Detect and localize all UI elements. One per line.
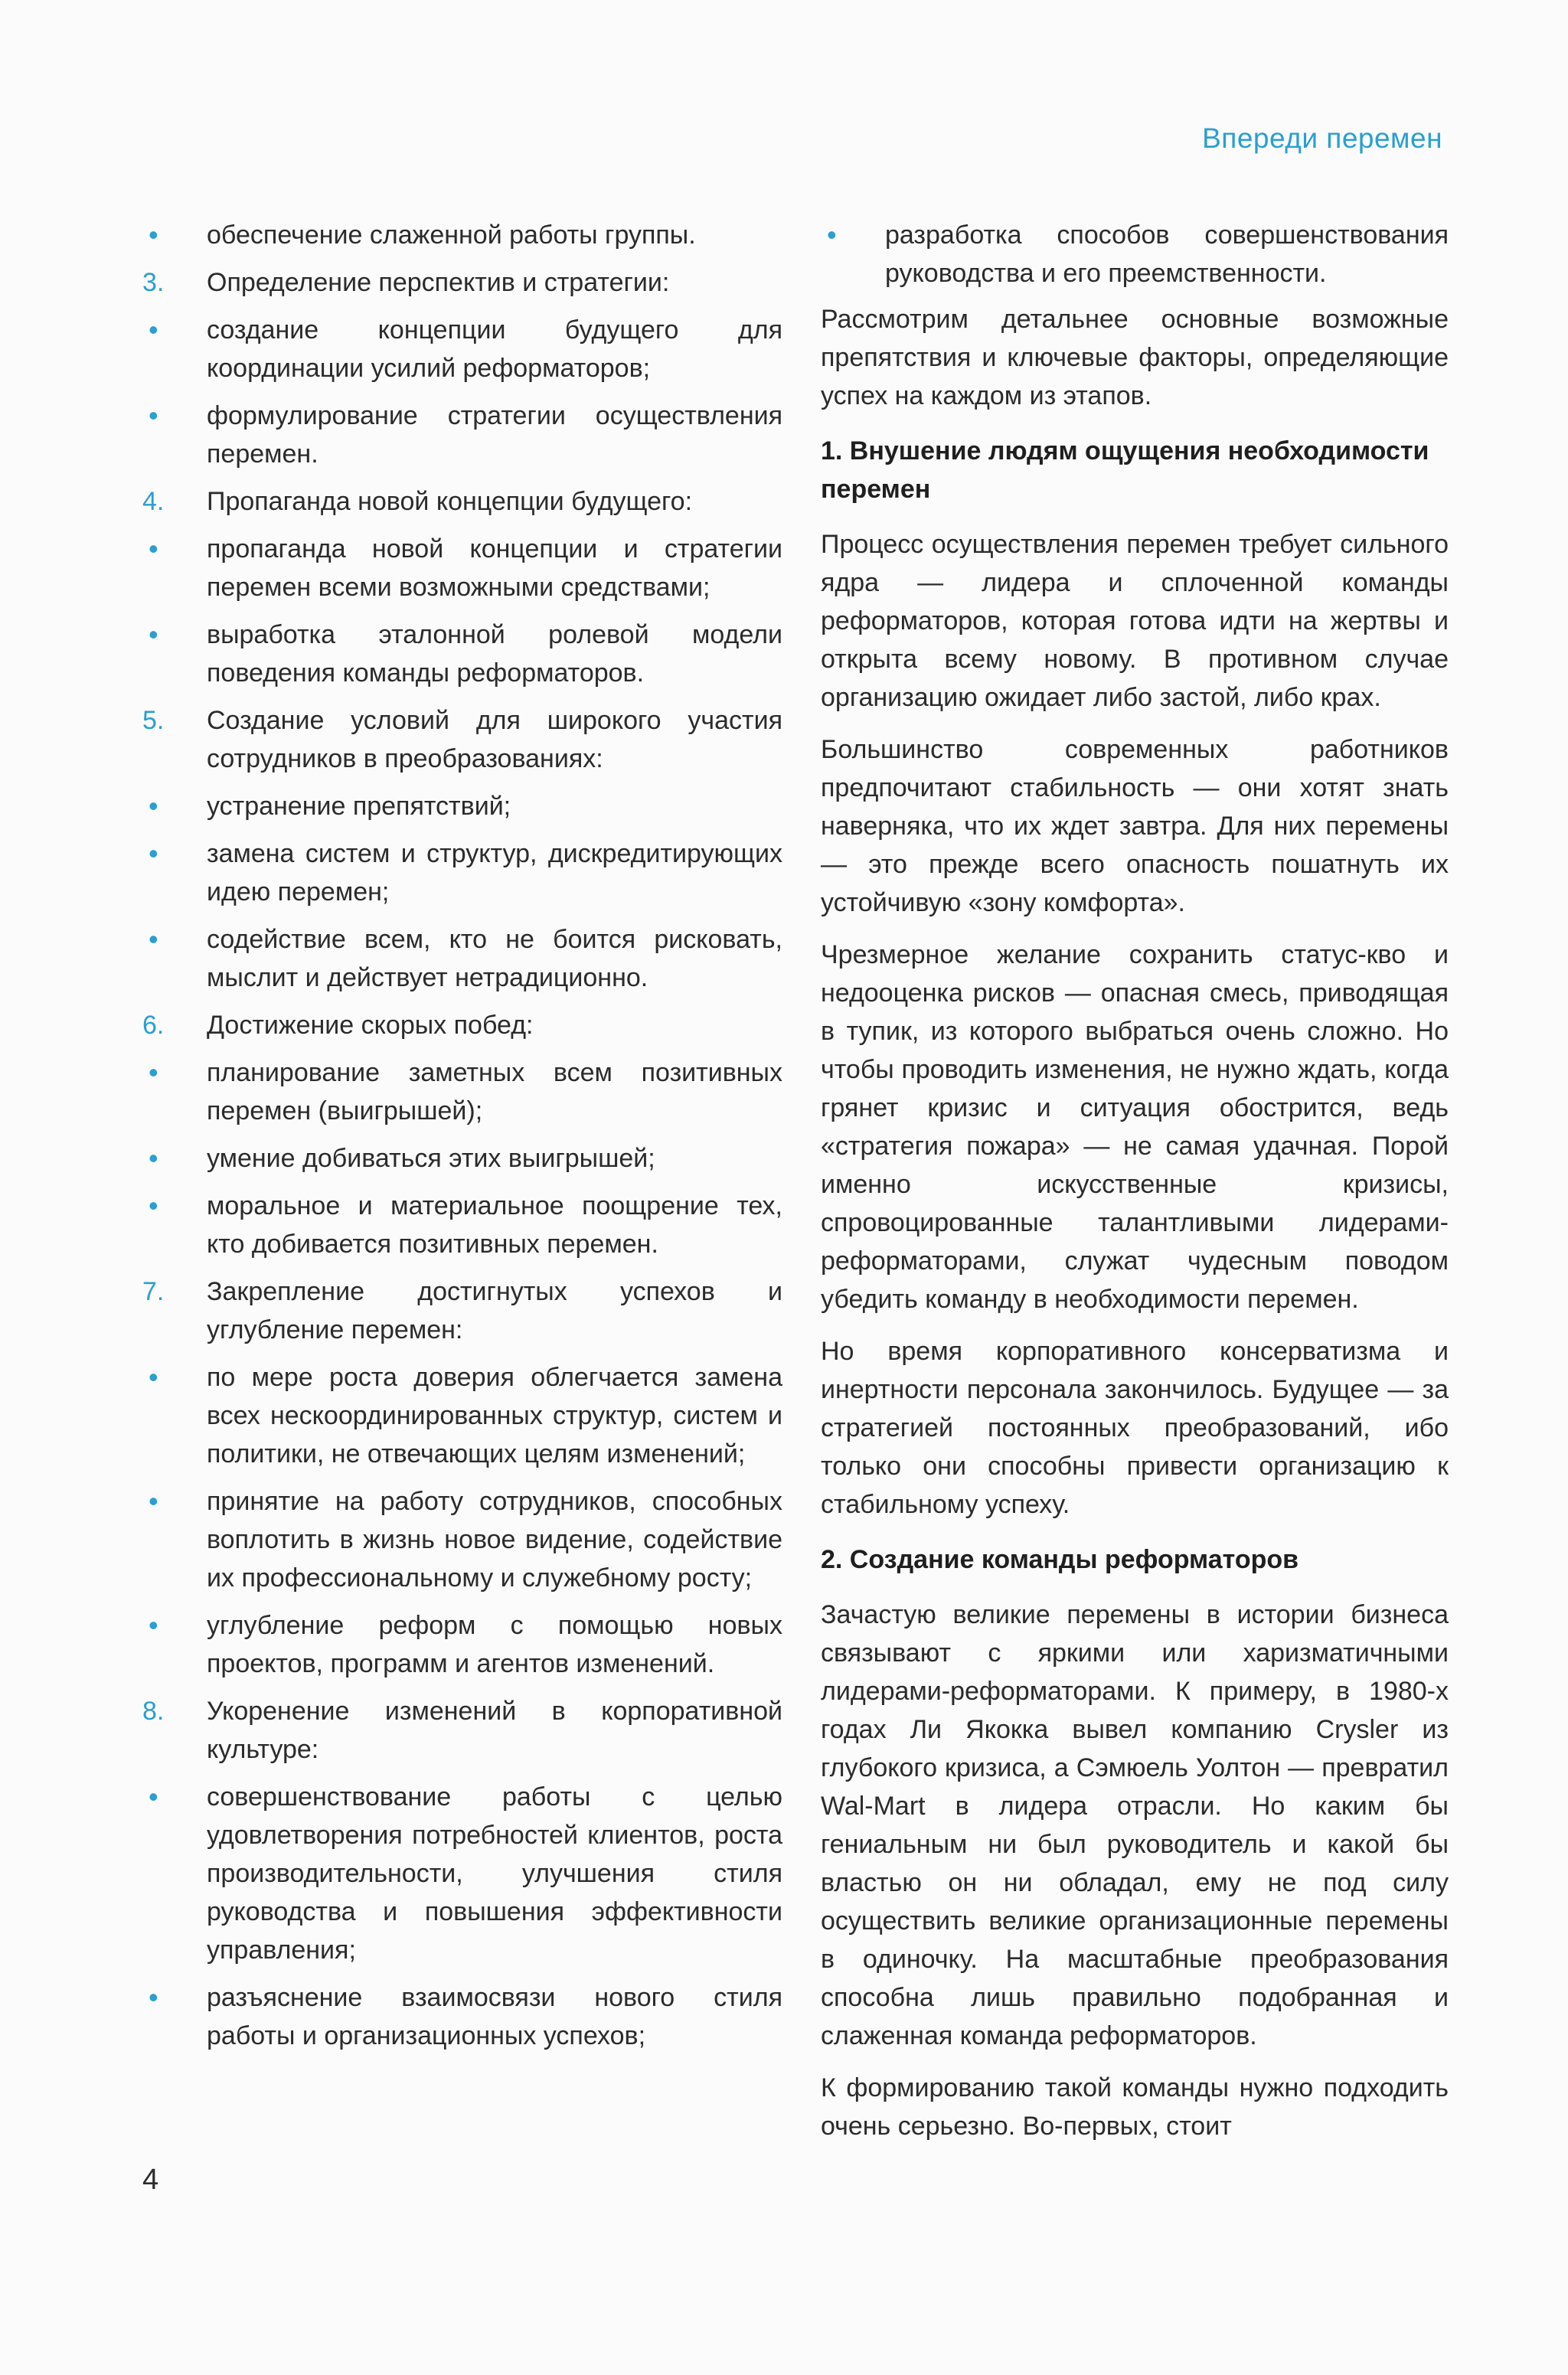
list-item-bullet: [142, 397, 782, 473]
list-item-bullet: [142, 1358, 782, 1473]
list-item-text: разработка способов совершенствования руководства и его преемственности.: [885, 221, 1449, 288]
list-item-bullet: [142, 1778, 782, 1969]
list-item-text: по мере роста доверия облегчается замена всех нескоординированных структур, систем и политики, не отвечающих целям изменений;: [207, 1363, 782, 1468]
list-item-text: разъяснение взаимосвязи нового стиля работы и организационных успехов;: [207, 1983, 782, 2050]
list-item-text: замена систем и структур, дискредитирующих идею перемен;: [207, 839, 782, 907]
list-item-bullet: [142, 1054, 782, 1130]
bullet-marker: •: [149, 1781, 158, 1812]
section-heading-2: 2. Создание команды реформаторов: [821, 1545, 1299, 1574]
list-item-text: Закрепление достигнутых успехов и углубление перемен:: [207, 1277, 782, 1344]
list-item-bullet: [142, 787, 782, 825]
bullet-marker: •: [149, 1609, 158, 1641]
list-item-text: создание концепции будущего для координации усилий реформаторов;: [207, 315, 782, 383]
intro-paragraph: Рассмотрим детальнее основные возможные препятствия и ключевые факторы, определяющие успех на каждом из этапов.: [821, 305, 1449, 410]
number-marker: 3.: [142, 268, 165, 297]
numbered-item: [142, 263, 782, 302]
number-marker: 6.: [142, 1011, 165, 1040]
list-item-bullet: [142, 216, 782, 254]
bullet-marker: •: [149, 1142, 158, 1174]
list-item-bullet: [142, 835, 782, 911]
list-item-bullet: [142, 920, 782, 997]
bullet-marker: •: [149, 400, 158, 431]
list-item-text: Определение перспектив и стратегии:: [207, 268, 670, 297]
list-item-text: Пропаганда новой концепции будущего:: [207, 487, 693, 516]
list-item-text: планирование заметных всем позитивных перемен (выигрышей);: [207, 1058, 782, 1125]
running-head: Впереди перемен: [1202, 123, 1442, 154]
list-item-bullet: [142, 1606, 782, 1683]
list-item-text: умение добиваться этих выигрышей;: [207, 1144, 655, 1173]
list-item-text: Достижение скорых побед:: [207, 1011, 534, 1040]
bullet-marker: •: [149, 219, 158, 250]
list-item-text: устранение препятствий;: [207, 792, 511, 821]
numbered-item: [142, 1006, 782, 1044]
right-column: [821, 216, 1449, 2159]
bullet-marker: •: [149, 1190, 158, 1221]
bullet-marker: •: [149, 533, 158, 564]
list-item-text: обеспечение слаженной работы группы.: [207, 221, 696, 250]
numbered-item: [142, 701, 782, 778]
list-item-bullet: [821, 216, 1449, 292]
list-item-text: формулирование стратегии осуществления перемен.: [207, 401, 782, 469]
list-item-bullet: [142, 530, 782, 606]
list-item-text: углубление реформ с помощью новых проектов, программ и агентов изменений.: [207, 1611, 782, 1678]
list-item-text: Укоренение изменений в корпоративной культуре:: [207, 1697, 782, 1764]
list-item-bullet: [142, 1139, 782, 1178]
bullet-marker: •: [149, 923, 158, 955]
number-marker: 5.: [142, 706, 165, 735]
list-item-text: содействие всем, кто не боится рисковать, мыслит и действует нетрадиционно.: [207, 925, 782, 992]
list-item-bullet: [142, 1482, 782, 1597]
bullet-marker: •: [149, 790, 158, 822]
list-item-text: принятие на работу сотрудников, способных воплотить в жизнь новое видение, содействие их профессиональному и служебному росту;: [207, 1487, 782, 1593]
paragraph: К формированию такой команды нужно подходить очень серьезно. Во-первых, стоит: [821, 2073, 1449, 2141]
list-item-text: совершенствование работы с целью удовлетворения потребностей клиентов, роста производительности, улучшения стиля руководства и повышения эффективности управления;: [207, 1782, 782, 1965]
paragraph: Процесс осуществления перемен требует сильного ядра — лидера и сплоченной команды реформаторов, которая готова идти на жертвы и открыта всему новому. В противном случае организацию ожидает либо застой, либо крах.: [821, 530, 1449, 712]
list-item-bullet: [142, 311, 782, 387]
numbered-item: [142, 482, 782, 521]
bullet-marker: •: [149, 1057, 158, 1088]
paragraph: Зачастую великие перемены в истории бизнеса связывают с яркими или харизматичными лидерами-реформаторами. К примеру, в 1980-х годах Ли Якокка вывел компанию Crysler из глубокого кризиса, а Сэмюель Уолтон — превратил Wal-Mart в лидера отрасли. Но каким бы гениальным ни был руководитель и какой бы властью он ни обладал, ему не под силу осуществить великие организационные перемены в одиночку. На масштабные преобразования способна лишь правильно подобранная и слаженная команда реформаторов.: [821, 1600, 1449, 2050]
bullet-marker: •: [149, 1361, 158, 1393]
section-heading-1: 1. Внушение людям ощущения необходимости перемен: [821, 436, 1429, 504]
list-item-bullet: [142, 1187, 782, 1263]
numbered-item: [142, 1692, 782, 1769]
number-marker: 8.: [142, 1697, 165, 1726]
paragraph: Но время корпоративного консерватизма и инертности персонала закончилось. Будущее — за стратегией постоянных преобразований, ибо только они способны привести организацию к стабильному успеху.: [821, 1337, 1449, 1519]
list-item-text: пропаганда новой концепции и стратегии перемен всеми возможными средствами;: [207, 534, 782, 602]
bullet-marker: •: [149, 838, 158, 869]
list-item-text: выработка эталонной ролевой модели поведения команды реформаторов.: [207, 620, 782, 688]
list-item-bullet: [142, 1978, 782, 2055]
paragraph: Чрезмерное желание сохранить статус-кво и недооценка рисков — опасная смесь, приводящая в тупик, из которого выбраться очень сложно. Но чтобы проводить изменения, не нужно ждать, когда грянет кризис и ситуация обострится, ведь «стратегия пожара» — не самая удачная. Порой именно искусственные кризисы, спровоцированные талантливыми лидерами-реформаторами, служат чудесным поводом убедить команду в необходимости перемен.: [821, 940, 1449, 1314]
bullet-marker: •: [149, 314, 158, 345]
bullet-marker: •: [827, 219, 837, 250]
left-column: [142, 216, 782, 2064]
list-item-text: Создание условий для широкого участия сотрудников в преобразованиях:: [207, 706, 782, 773]
bullet-marker: •: [149, 1981, 158, 2013]
list-item-text: моральное и материальное поощрение тех, кто добивается позитивных перемен.: [207, 1191, 782, 1259]
bullet-marker: •: [149, 1485, 158, 1517]
paragraph: Большинство современных работников предпочитают стабильность — они хотят знать наверняка, что их ждет завтра. Для них перемены — это прежде всего опасность пошатнуть их устойчивую «зону комфорта».: [821, 735, 1449, 917]
numbered-item: [142, 1272, 782, 1349]
number-marker: 7.: [142, 1277, 165, 1306]
number-marker: 4.: [142, 487, 165, 516]
bullet-marker: •: [149, 619, 158, 650]
list-item-bullet: [142, 616, 782, 692]
page-number: 4: [142, 2164, 159, 2196]
